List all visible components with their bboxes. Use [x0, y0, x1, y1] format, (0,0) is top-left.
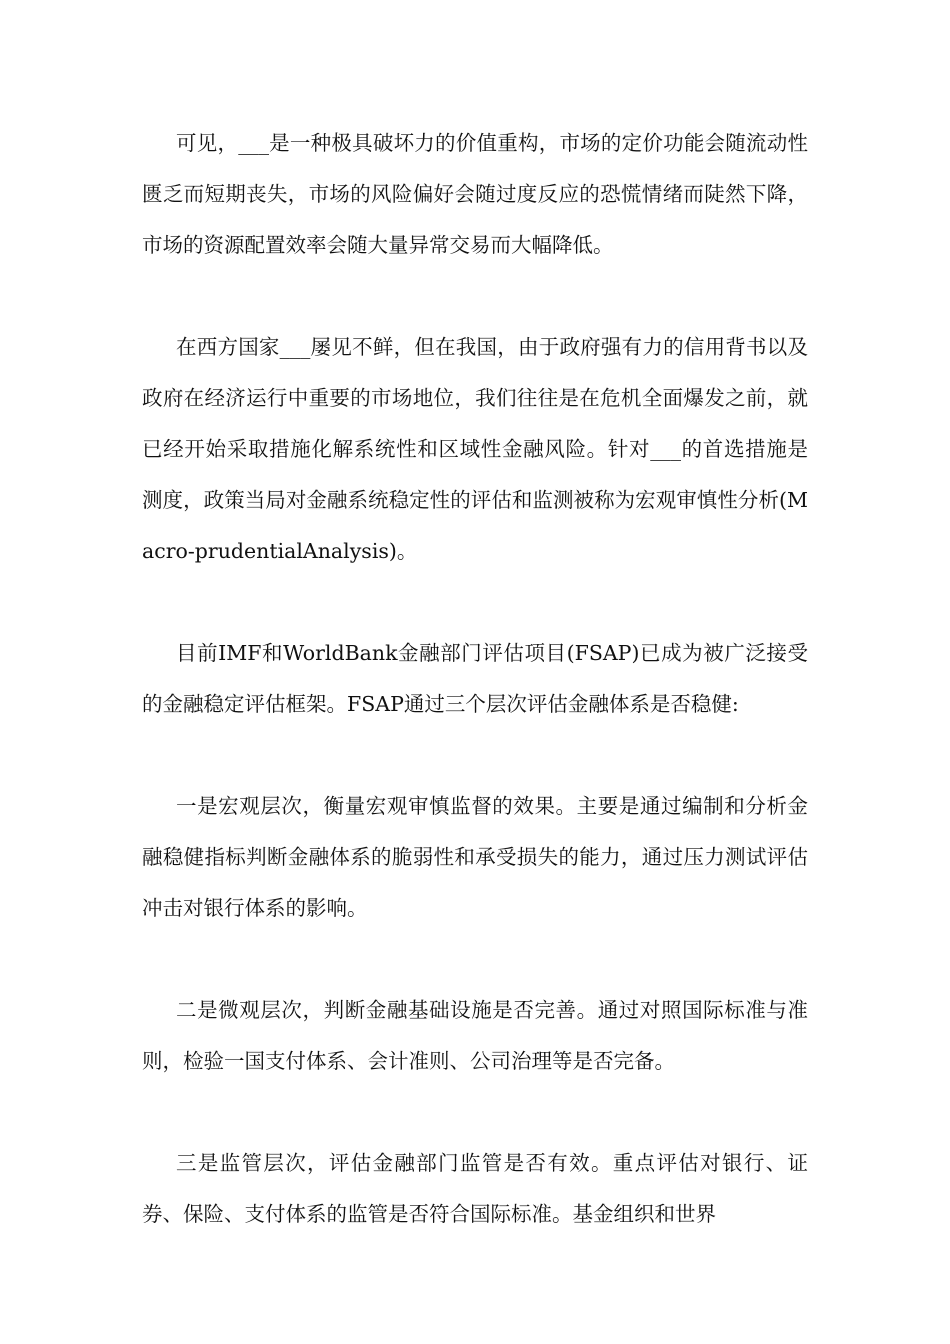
- paragraph-4: 一是宏观层次，衡量宏观审慎监督的效果。主要是通过编制和分析金融稳健指标判断金融体系的脆弱性和承受损失的能力，通过压力测试评估冲击对银行体系的影响。: [142, 794, 808, 920]
- document-body: [142, 118, 808, 1240]
- paragraph-1: 可见，___是一种极具破坏力的价值重构，市场的定价功能会随流动性匮乏而短期丧失，市场的风险偏好会随过度反应的恐慌情绪而陡然下降，市场的资源配置效率会随大量异常交易而大幅降低。: [142, 131, 808, 257]
- paragraph-gap: [142, 271, 808, 322]
- paragraph-gap: [142, 730, 808, 781]
- paragraph-2: 在西方国家___屡见不鲜，但在我国，由于政府强有力的信用背书以及政府在经济运行中重要的市场地位，我们往往是在危机全面爆发之前，就已经开始采取措施化解系统性和区域性金融风险。针对___的首选措施是测度，政策当局对金融系统稳定性的评估和监测被称为宏观审慎性分析(Macro-prudentialAnalysis)。: [142, 335, 808, 563]
- paragraph-5: 二是微观层次，判断金融基础设施是否完善。通过对照国际标准与准则，检验一国支付体系、会计准则、公司治理等是否完备。: [142, 998, 808, 1073]
- paragraph-6: 三是监管层次，评估金融部门监管是否有效。重点评估对银行、证券、保险、支付体系的监管是否符合国际标准。基金组织和世界: [142, 1151, 808, 1226]
- paragraph-3: 目前IMF和WorldBank金融部门评估项目(FSAP)已成为被广泛接受的金融稳定评估框架。FSAP通过三个层次评估金融体系是否稳健:: [142, 641, 808, 716]
- paragraph-gap: [142, 934, 808, 985]
- paragraph-gap: [142, 1087, 808, 1138]
- paragraph-gap: [142, 577, 808, 628]
